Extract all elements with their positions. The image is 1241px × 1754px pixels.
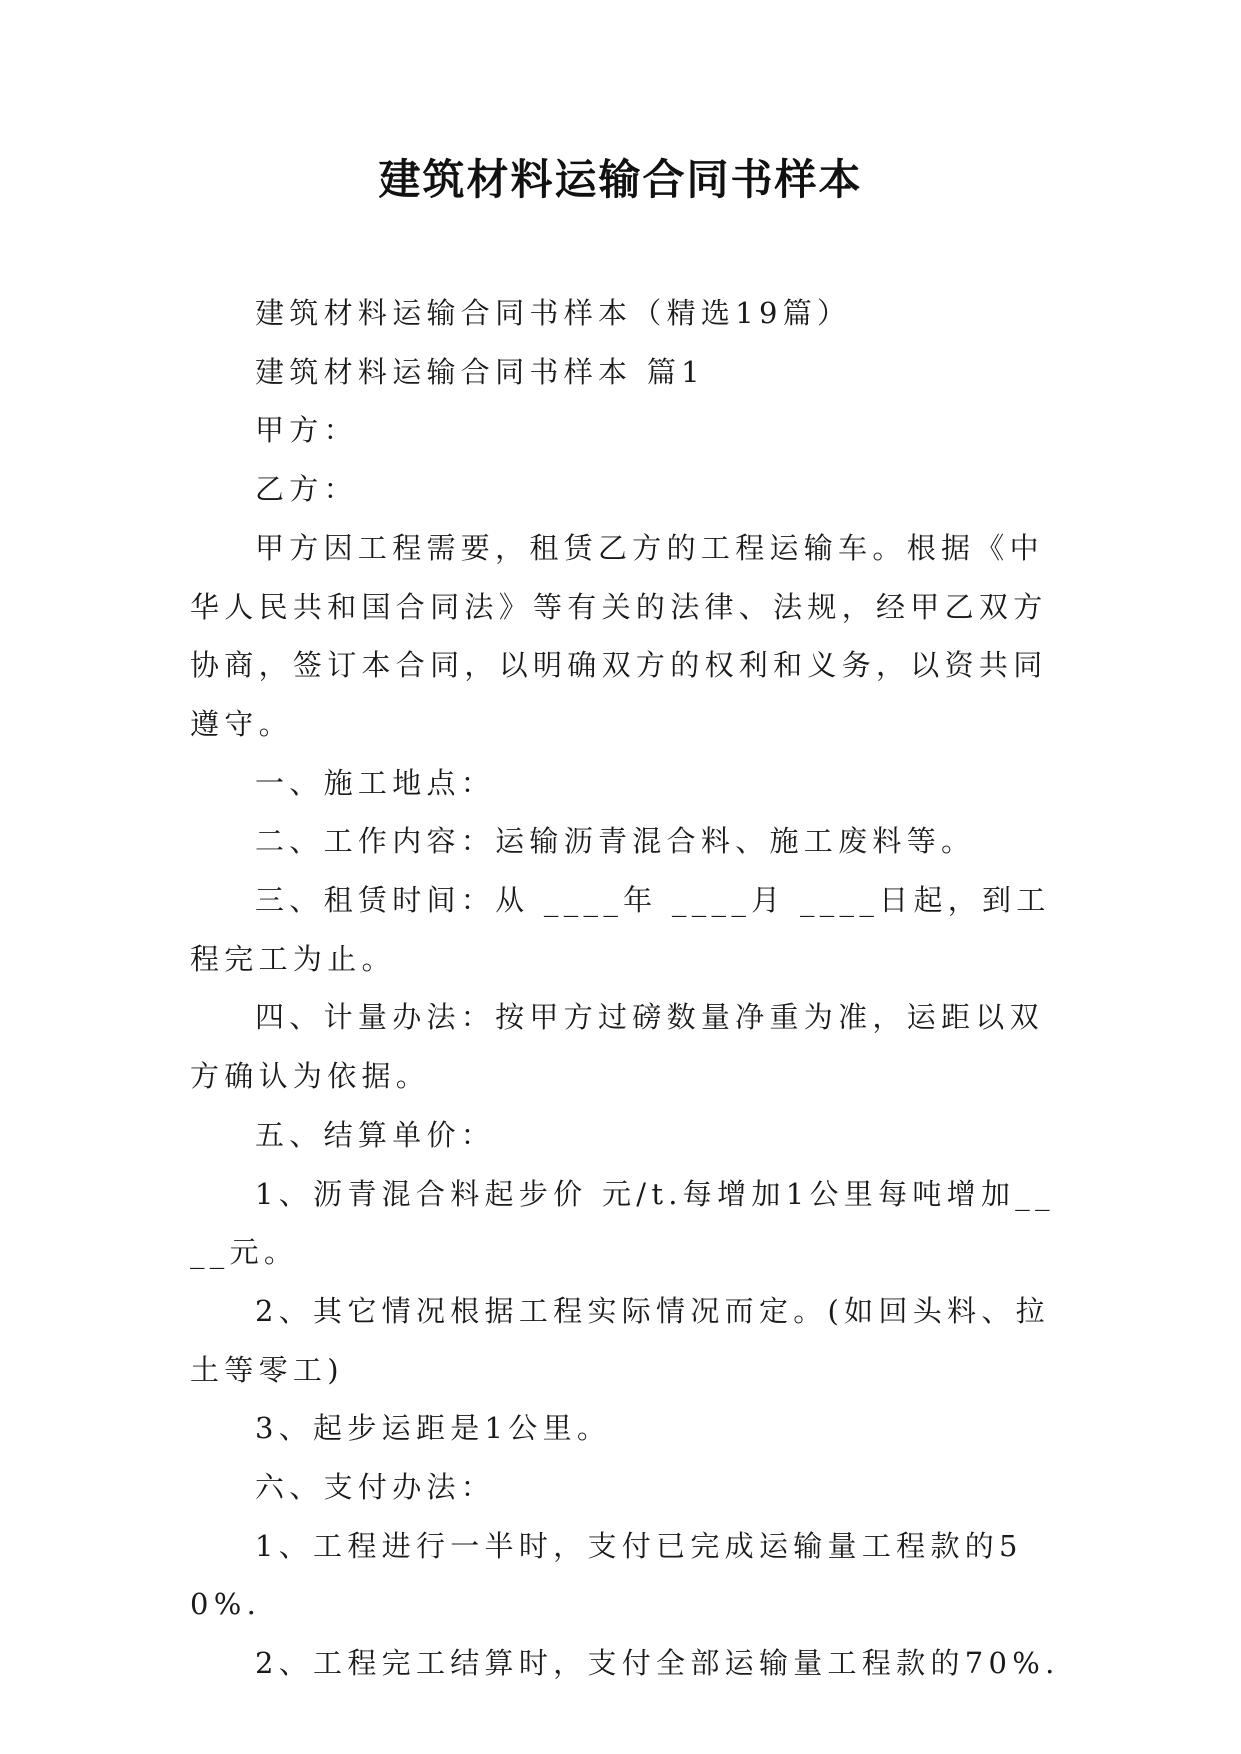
paragraph-clause-payment: 六、支付办法： (255, 1470, 496, 1505)
paragraph-clause-measurement: 四、计量办法：按甲方过磅数量净重为准，运距以双方确认为依据。 (190, 1000, 1044, 1094)
paragraph-clause-lease-time: 三、租赁时间：从 ____年 ____月 ____日起，到工程完工为止。 (190, 883, 1051, 976)
paragraph-party-a: 甲方： (255, 413, 358, 448)
document-body (190, 284, 1070, 1693)
paragraph-preamble: 甲方因工程需要，租赁乙方的工程运输车。根据《中华人民共和国合同法》等有关的法律、法规，经甲乙双方协商，签订本合同，以明确双方的权利和义务，以资共同遵守。 (190, 530, 1048, 741)
paragraph-clause-location: 一、施工地点： (255, 765, 496, 800)
paragraph-price-item-3: 3、起步运距是1公里。 (255, 1411, 612, 1446)
document-title: 建筑材料运输合同书样本 (378, 155, 863, 204)
paragraph-clause-unit-price: 五、结算单价： (255, 1117, 496, 1152)
paragraph-price-item-2: 2、其它情况根据工程实际情况而定。(如回头料、拉土等零工) (190, 1293, 1050, 1387)
paragraph-section-heading: 建筑材料运输合同书样本 篇1 (255, 354, 705, 389)
paragraph-payment-item-1: 1、工程进行一半时，支付已完成运输量工程款的50%. (190, 1528, 1023, 1622)
paragraph-party-b: 乙方： (255, 472, 358, 507)
paragraph-price-item-1: 1、沥青混合料起步价 元/t.每增加1公里每吨增加____元。 (190, 1176, 1055, 1270)
paragraph-payment-item-2: 2、工程完工结算时，支付全部运输量工程款的70%. (255, 1646, 1060, 1681)
paragraph-subtitle: 建筑材料运输合同书样本（精选19篇） (255, 296, 852, 330)
paragraph-clause-work-content: 二、工作内容：运输沥青混合料、施工废料等。 (255, 824, 976, 859)
